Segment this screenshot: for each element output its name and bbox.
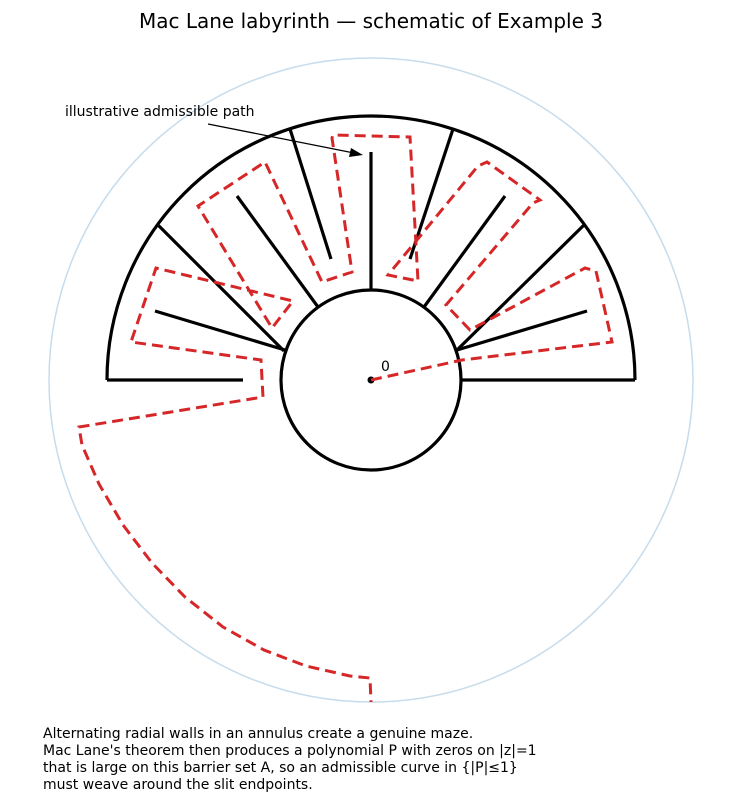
figure-title: Mac Lane labyrinth — schematic of Example 3: [138, 9, 604, 33]
annotation-label: illustrative admissible path: [65, 104, 255, 120]
inner-radial-walls: [155, 152, 587, 350]
origin-label: 0: [381, 359, 390, 375]
radial-wall-outer-2: [290, 129, 331, 259]
figure-caption: [43, 726, 723, 794]
annotation-arrow-head: [349, 148, 363, 157]
caption-line-4: must weave around the slit endpoints.: [43, 777, 313, 793]
caption-line-1: Alternating radial walls in an annulus create a genuine maze.: [43, 726, 474, 742]
caption-line-2: Mac Lane's theorem then produces a polynomial P with zeros on |z|=1: [43, 743, 537, 759]
caption-line-3: that is large on this barrier set A, so an admissible curve in {|P|≤1}: [43, 760, 518, 776]
